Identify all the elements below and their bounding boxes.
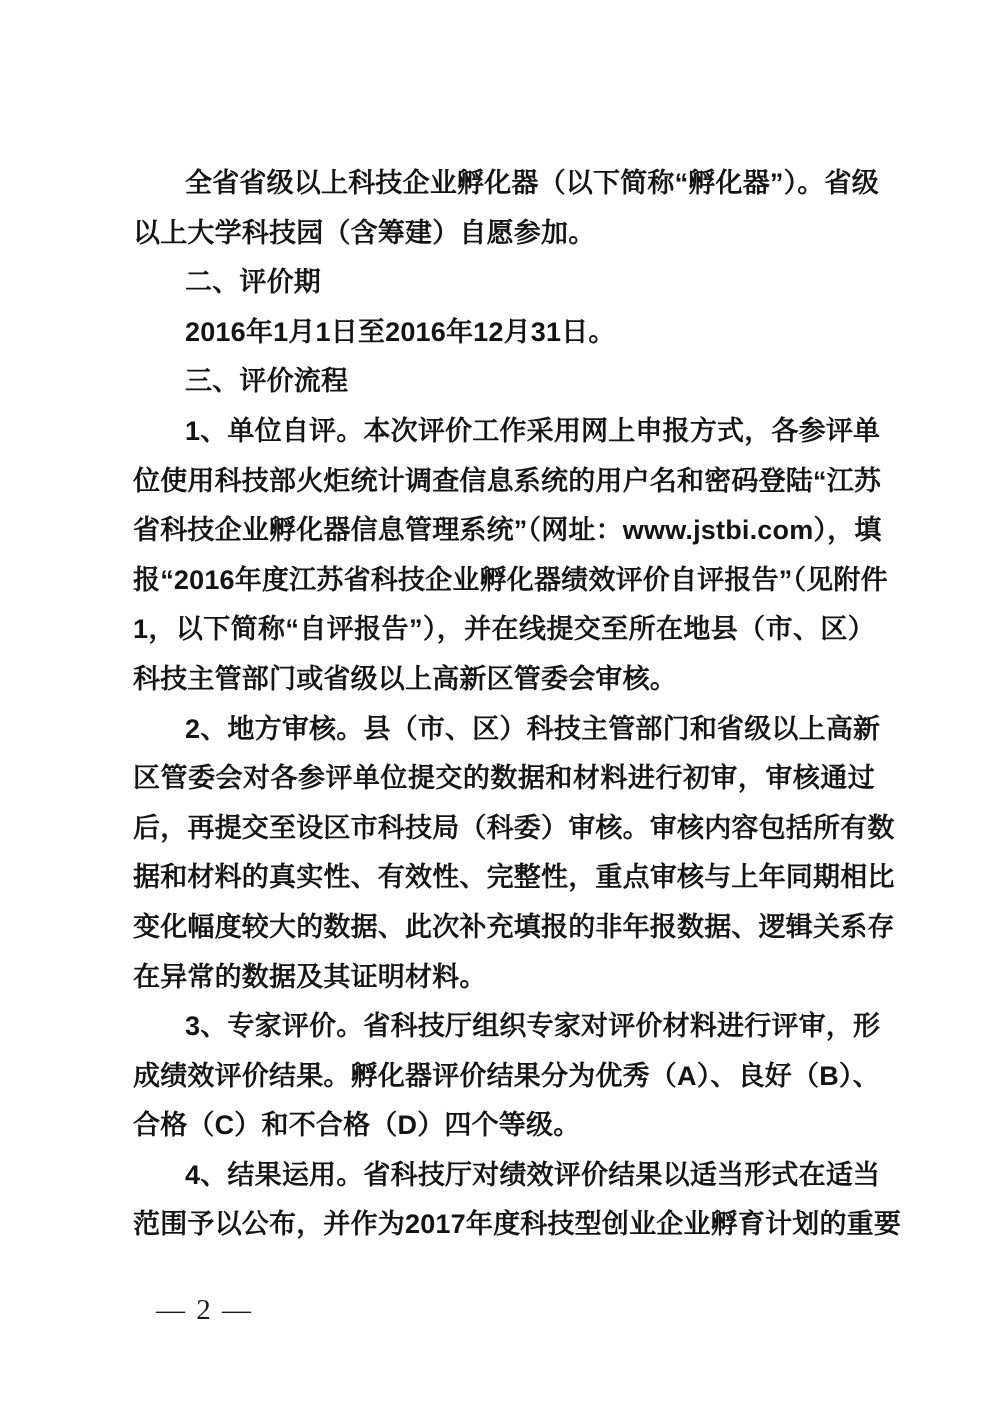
text-line: 2、地方审核。县（市、区）科技主管部门和省级以上高新 — [185, 713, 881, 744]
text-line: 区管委会对各参评单位提交的数据和材料进行初审，审核通过 — [133, 763, 875, 794]
document-body — [133, 159, 902, 1250]
text-line: 科技主管部门或省级以上高新区管委会审核。 — [133, 663, 677, 694]
text-line: 变化幅度较大的数据、此次补充填报的非年报数据、逻辑关系存 — [133, 911, 895, 942]
text-line: 位使用科技部火炬统计调查信息系统的用户名和密码登陆“江苏 — [133, 465, 882, 496]
text-line: 省科技企业孵化器信息管理系统”（网址：www.jstbi.com），填 — [133, 515, 882, 546]
text-line: 4、结果运用。省科技厅对绩效评价结果以适当形式在适当 — [185, 1159, 881, 1190]
text-line: 合格（C）和不合格（D）四个等级。 — [133, 1110, 581, 1141]
text-line: 报“2016年度江苏省科技企业孵化器绩效评价自评报告”（见附件 — [133, 564, 888, 595]
text-line: 1、单位自评。本次评价工作采用网上申报方式，各参评单 — [185, 415, 881, 446]
text-line: 2016年1月1日至2016年12月31日。 — [185, 316, 616, 347]
text-line: 后，再提交至设区市科技局（科委）审核。审核内容包括所有数 — [133, 812, 895, 843]
text-line: 据和材料的真实性、有效性、完整性，重点审核与上年同期相比 — [133, 862, 895, 893]
text-line: 3、专家评价。省科技厅组织专家对评价材料进行评审，形 — [185, 1011, 881, 1042]
text-line: 成绩效评价结果。孵化器评价结果分为优秀（A）、良好（B）、 — [133, 1060, 880, 1091]
text-line: 1，以下简称“自评报告”），并在线提交至所在地县（市、区） — [133, 614, 875, 645]
section-heading: 二、评价期 — [185, 267, 321, 298]
text-line: 在异常的数据及其证明材料。 — [133, 961, 487, 992]
text-line: 全省省级以上科技企业孵化器（以下简称“孵化器”）。省级 — [185, 168, 879, 198]
text-line: 以上大学科技园（含筹建）自愿参加。 — [133, 217, 596, 248]
page-number: — 2 — — [156, 1294, 253, 1326]
text-line: 范围予以公布，并作为2017年度科技型创业企业孵育计划的重要 — [133, 1209, 902, 1240]
section-heading: 三、评价流程 — [185, 366, 349, 397]
page-footer — [156, 1294, 253, 1327]
